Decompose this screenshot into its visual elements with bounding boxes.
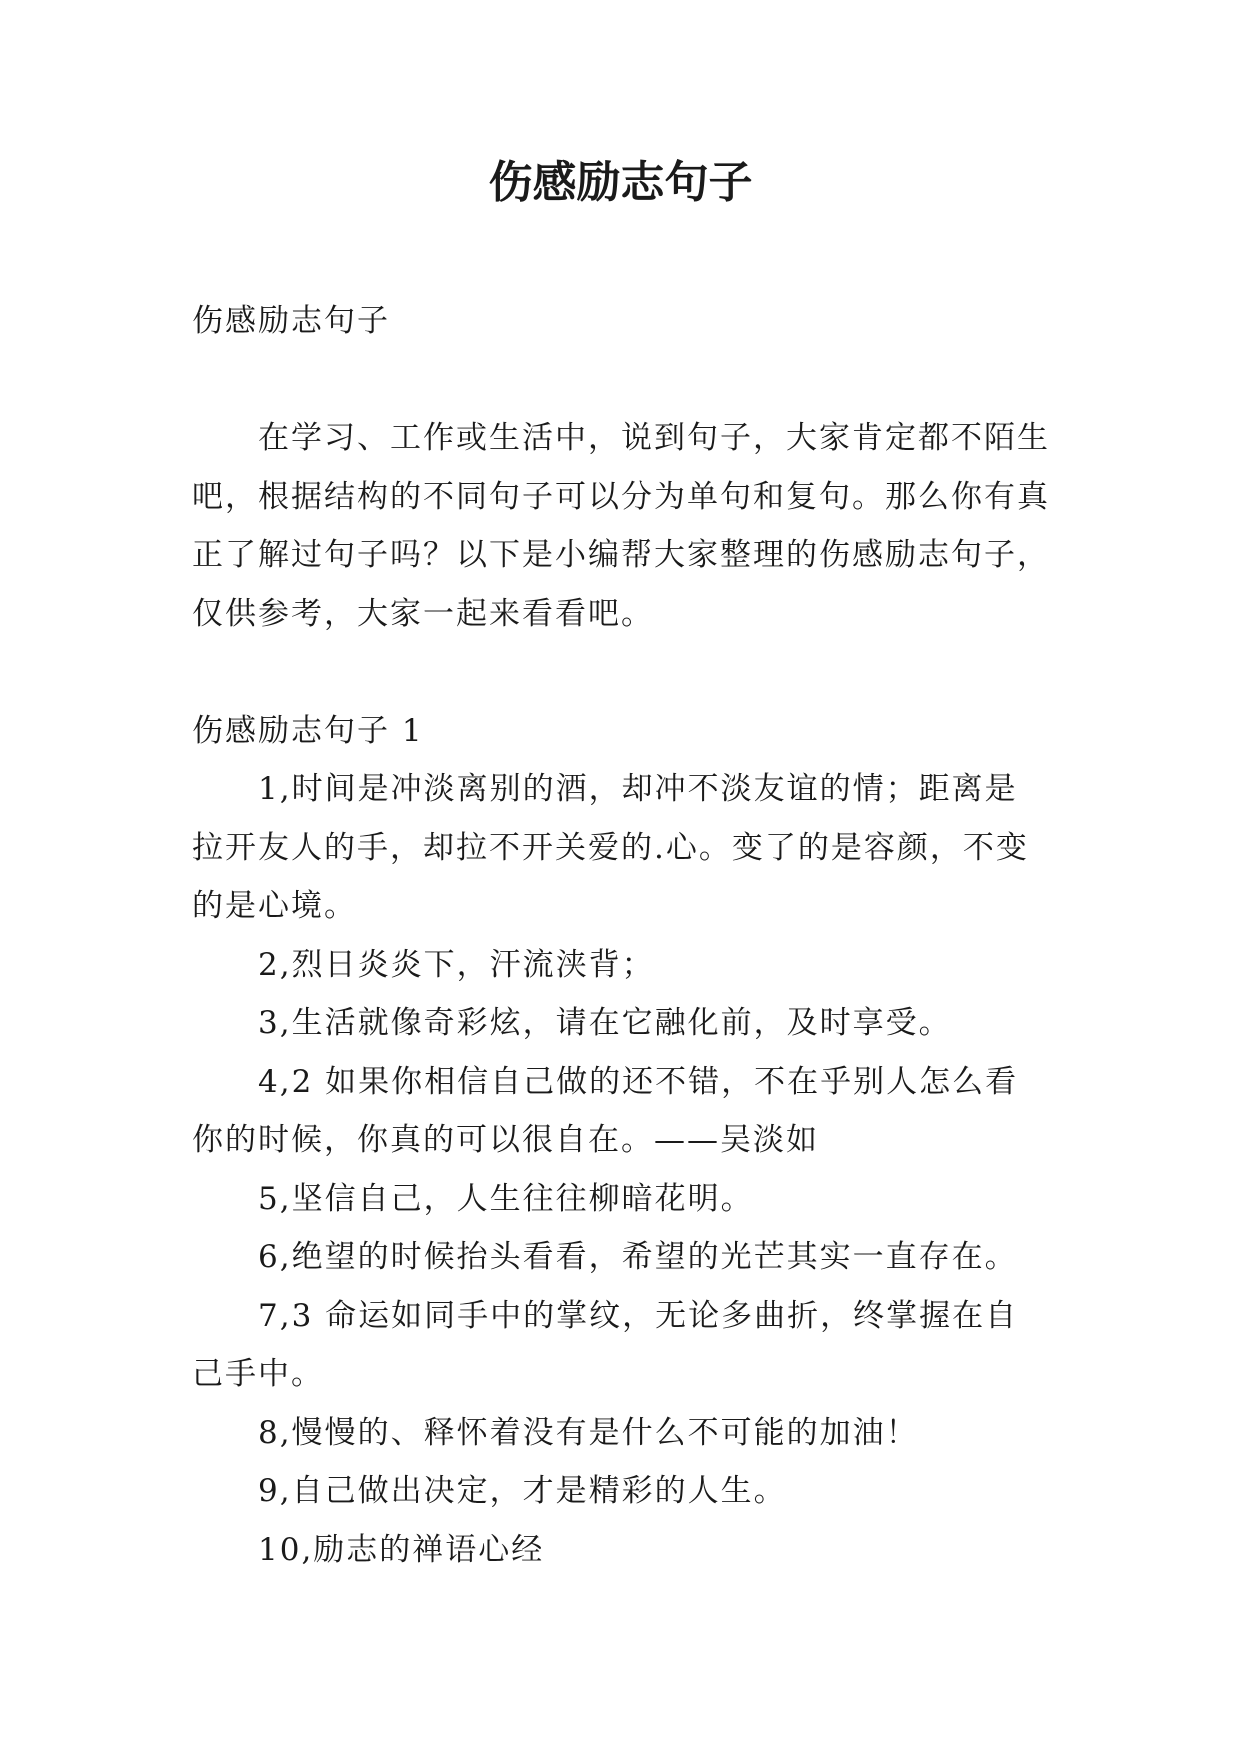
document-body — [192, 292, 1050, 1579]
list-item: 4,2 如果你相信自己做的还不错，不在乎别人怎么看你的时候，你真的可以很自在。——吴淡如 — [192, 1063, 1019, 1158]
list-item: 8,慢慢的、释怀着没有是什么不可能的加油！ — [258, 1414, 919, 1451]
list-item: 2,烈日炎炎下，汗流浃背； — [258, 946, 655, 983]
list-item: 3,生活就像奇彩炫，请在它融化前，及时享受。 — [258, 1005, 952, 1041]
document-subtitle: 伤感励志句子 — [192, 303, 390, 339]
list-item: 9,自己做出决定，才是精彩的人生。 — [258, 1473, 787, 1509]
paragraph-spacer — [192, 643, 1050, 702]
section-heading: 伤感励志句子 1 — [192, 712, 424, 749]
list-item: 6,绝望的时候抬头看看，希望的光芒其实一直存在。 — [258, 1239, 1018, 1275]
list-item: 1,时间是冲淡离别的酒，却冲不淡友谊的情；距离是拉开友人的手，却拉不开关爱的.心。变了的是容颜，不变的是心境。 — [192, 771, 1029, 924]
intro-paragraph: 在学习、工作或生活中，说到句子，大家肯定都不陌生吧，根据结构的不同句子可以分为单句和复句。那么你有真正了解过句子吗？以下是小编帮大家整理的伤感励志句子，仅供参考，大家一起来看看吧。 — [192, 420, 1050, 632]
list-item: 5,坚信自己，人生往往柳暗花明。 — [258, 1180, 754, 1217]
list-item: 7,3 命运如同手中的掌纹，无论多曲折，终掌握在自己手中。 — [192, 1297, 1019, 1392]
list-item: 10,励志的禅语心经 — [258, 1531, 545, 1568]
paragraph-spacer — [192, 351, 1050, 410]
document-title: 伤感励志句子 — [488, 157, 753, 208]
